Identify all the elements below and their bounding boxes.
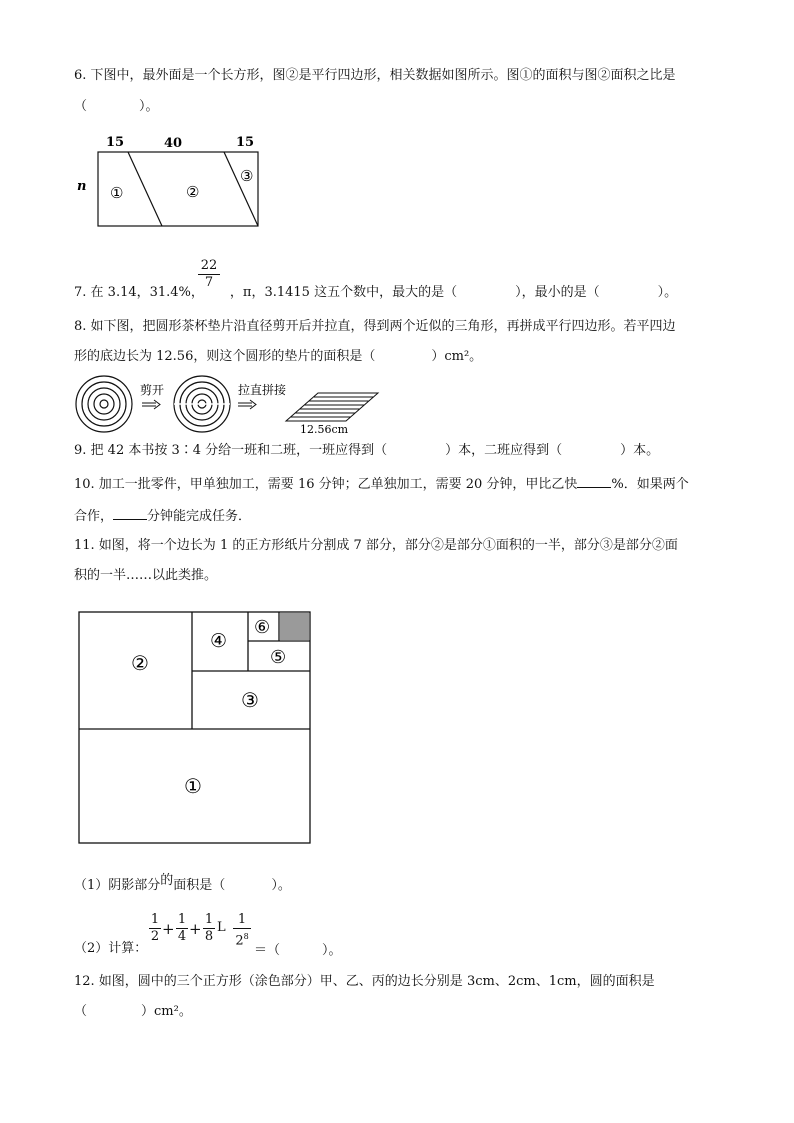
q11-part6: ⑥ [254,617,271,638]
q12-end: ）cm²。 [141,1004,192,1019]
q10-blank1 [577,474,611,488]
q7-line [74,284,677,302]
q11-sub1 [74,873,291,895]
q6-open: （ [74,99,88,114]
q6-part1: ① [110,184,124,202]
plus-sign: + [189,920,202,938]
q11-part1: ① [184,774,202,798]
q11-sub2-prefix: （2）计算： [74,941,148,956]
q8-line2 [74,348,482,366]
q11-line1: 11. 如图，将一个边长为 1 的正方形纸片分割成 7 部分，部分②是部分①面积的一半，部分③是部分②面 [74,538,678,553]
expr-frac-3: 1 8 [204,912,214,944]
q6-part2: ② [186,183,200,201]
q6-label-15-left: 15 [106,135,125,150]
q8-label-straighten: 拉直拼接 [238,383,287,397]
q7-middle: ，π，3.1415 这五个数中，最大的是（ [229,285,458,300]
expr-frac-2: 1 4 [177,912,187,944]
q6-close: ）。 [139,99,159,114]
q6-line1: 6. 下图中，最外面是一个长方形，图②是平行四边形，相关数据如图所示。图①的面积与图②面积之比是 [74,68,676,83]
q6-part3: ③ [240,167,254,185]
q9-line [74,442,659,460]
q8-line2-end: ）cm²。 [431,349,483,364]
q10-line1a: 10. 加工一批零件，甲单独加工，需要 16 分钟；乙单独加工，需要 20 分钟，甲比乙快 [74,477,578,492]
q6-label-15-right: 15 [236,135,255,150]
q6-label-40: 40 [164,136,183,151]
plus-sign: + [162,920,175,938]
q9-mid: ）本，二班应得到（ [445,443,563,458]
q12-line1: 12. 如图，圆中的三个正方形（涂色部分）甲、乙、丙的边长分别是 3cm、2cm、1cm，圆的面积是 [74,974,655,989]
q11-sub2 [74,940,147,958]
q10-line2a: 合作， [74,509,114,524]
q8-label-base: 12.56cm [300,423,349,434]
q11-part5: ⑤ [270,647,287,668]
q11-expression [149,912,379,962]
q10-line1b: %．如果两个 [611,477,689,492]
q6-label-n: n [77,179,87,194]
q11-line2: 积的一半……以此类推。 [74,568,218,583]
arrow-right-icon [238,400,256,409]
q7-middle2: ），最小的是（ [515,285,600,300]
q6-figure [74,128,274,233]
expr-frac-4: 1 $2^8$ [233,912,251,949]
q8-line1: 8. 如下图，把圆形茶杯垫片沿直径剪开后并拉直，得到两个近似的三角形，再拼成平行四边形。若平四边 [74,319,676,334]
q7-frac-num: 22 [200,258,218,273]
q11-figure [78,611,314,847]
q10-line2b: 分钟能完成任务． [147,509,252,524]
shaded-square [280,613,309,640]
q9-text: 9. 把 42 本书按 3∶4 分给一班和二班，一班应得到（ [74,443,388,458]
q11-part3: ③ [241,688,259,712]
q7-frac-den: 7 [204,275,214,290]
q11-sub1-end: ）。 [271,878,291,893]
q11-part4: ④ [210,630,228,652]
q10-line2 [74,506,251,526]
q6-line2 [74,98,159,116]
q8-line2-text: 形的底边长为 12.56，则这个圆形的垫片的面积是（ [74,349,376,364]
q11-sub1-a: （1）阴影部分 [74,878,161,893]
coaster-circle-left [76,376,132,432]
q10-blank2 [113,506,147,520]
q11-sub2-eq: ＝（ ）。 [254,943,342,958]
q12-open: （ [74,1004,88,1019]
expr-frac-1: 1 2 [150,912,160,944]
q11-sub1-b: 面积是（ [173,878,226,893]
arrow-right-icon [142,400,160,409]
q11-part2: ② [131,651,149,675]
q8-label-cut: 剪开 [140,383,165,397]
q9-end: ）本。 [620,443,660,458]
q8-figure [74,372,394,434]
q7-end: ）。 [657,285,678,300]
q7-prefix: 7. 在 3.14，31.4%， [74,285,204,300]
q11-sub1-de: 的 [160,873,174,888]
ellipsis: L [217,920,226,935]
q10-line1 [74,474,689,494]
q12-line2 [74,1003,192,1021]
coaster-circle-cut [174,376,230,432]
parallelogram [286,393,378,421]
